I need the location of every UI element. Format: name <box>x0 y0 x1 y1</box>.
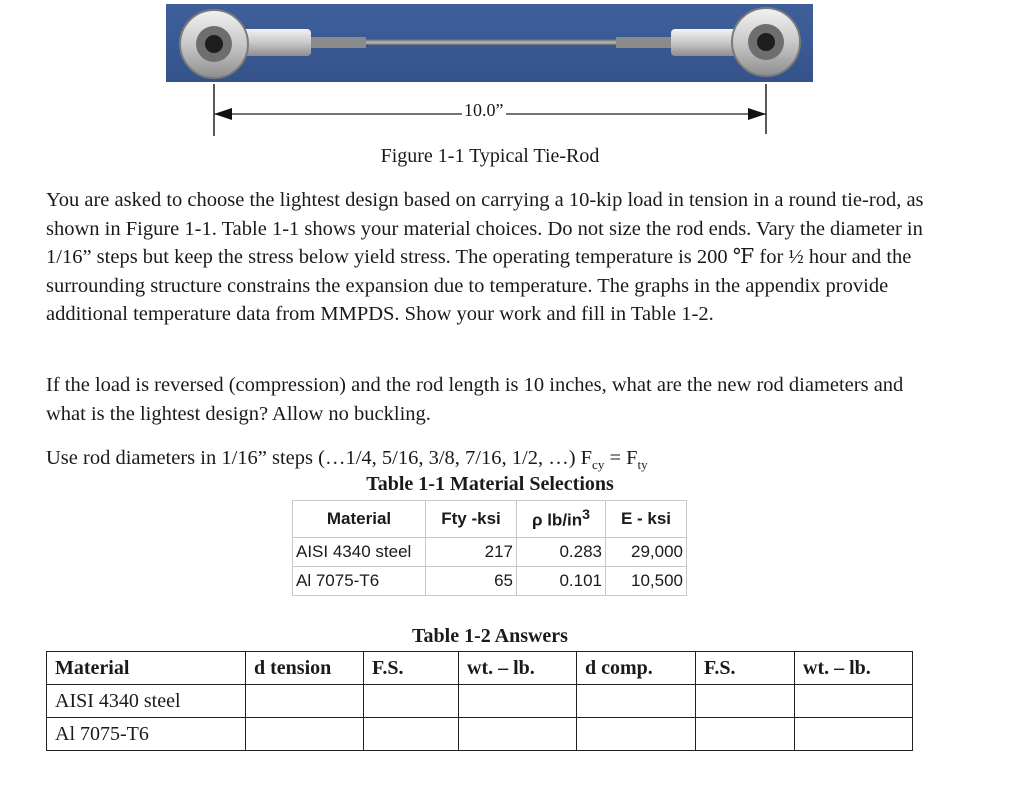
cell-density: 0.101 <box>517 567 606 596</box>
header-d-tension: d tension <box>246 652 364 685</box>
table1-title: Table 1-1 Material Selections <box>366 473 614 495</box>
header-density <box>517 501 606 538</box>
header-fs-comp: F.S. <box>696 652 795 685</box>
table-row <box>47 718 913 751</box>
cell-fs-tension[interactable] <box>364 685 459 718</box>
table2-title: Table 1-2 Answers <box>412 625 568 647</box>
density-label: ρ lb/in <box>531 510 583 530</box>
table-row <box>47 685 913 718</box>
density-superscript: 3 <box>582 507 591 524</box>
cell-d-comp[interactable] <box>577 718 696 751</box>
cell-d-comp[interactable] <box>577 685 696 718</box>
header-material: Material <box>293 501 426 538</box>
arrow-left-icon <box>214 108 232 120</box>
problem-paragraph-2: If the load is reversed (compression) and the rod length is 10 inches, what are the new rod diameters and what is the lightest design? Allow no buckling. <box>46 374 904 425</box>
cell-fs-comp[interactable] <box>696 718 795 751</box>
cell-d-tension[interactable] <box>246 718 364 751</box>
dimension-label: 10.0” <box>464 100 504 120</box>
tie-rod-photo <box>166 4 813 82</box>
header-modulus: E - ksi <box>606 501 687 538</box>
header-wt-tension: wt. – lb. <box>459 652 577 685</box>
table-header-row <box>293 501 687 538</box>
answers-table <box>46 651 913 751</box>
table-header-row <box>47 652 913 685</box>
problem-paragraph-1: You are asked to choose the lightest design based on carrying a 10-kip load in tension in a round tie-rod, as shown in Figure 1-1. Table 1-1 shows your material choices. Do not size the rod ends. Vary the diameter in 1/16” steps but keep the stress below yield stress. The operating temperature is 200 ℉ for ½ hour and the surrounding structure constrains the expansion due to temperature. The graphs in the appendix provide additional temperature data from MMPDS. Show your work and fill in Table 1-2. <box>46 189 924 325</box>
cell-material: AISI 4340 steel <box>293 538 426 567</box>
p3-mid: = F <box>604 447 638 469</box>
cell-modulus: 10,500 <box>606 567 687 596</box>
p3-prefix: Use rod diameters in 1/16” steps (…1/4, 5/16, 3/8, 7/16, 1/2, …) F <box>46 447 593 469</box>
cell-density: 0.283 <box>517 538 606 567</box>
figure-caption: Figure 1-1 Typical Tie-Rod <box>380 145 600 167</box>
header-wt-comp: wt. – lb. <box>795 652 913 685</box>
cell-wt-tension[interactable] <box>459 718 577 751</box>
cell-fty: 217 <box>426 538 517 567</box>
cell-material: Al 7075-T6 <box>47 718 246 751</box>
dimension-line <box>0 84 1024 144</box>
header-material: Material <box>47 652 246 685</box>
cell-fs-tension[interactable] <box>364 718 459 751</box>
arrow-right-icon <box>748 108 766 120</box>
table-row <box>293 567 687 596</box>
header-fs-tension: F.S. <box>364 652 459 685</box>
cell-fty: 65 <box>426 567 517 596</box>
cell-fs-comp[interactable] <box>696 685 795 718</box>
material-selections-table <box>292 500 687 596</box>
cell-modulus: 29,000 <box>606 538 687 567</box>
cell-d-tension[interactable] <box>246 685 364 718</box>
cell-material: Al 7075-T6 <box>293 567 426 596</box>
cell-material: AISI 4340 steel <box>47 685 246 718</box>
p3-sub-ty: ty <box>637 457 648 473</box>
header-d-comp: d comp. <box>577 652 696 685</box>
thread-right <box>616 37 676 48</box>
header-fty: Fty -ksi <box>426 501 517 538</box>
p3-sub-cy: cy <box>592 457 605 473</box>
cell-wt-comp[interactable] <box>795 685 913 718</box>
cell-wt-tension[interactable] <box>459 685 577 718</box>
table-row <box>293 538 687 567</box>
cell-wt-comp[interactable] <box>795 718 913 751</box>
